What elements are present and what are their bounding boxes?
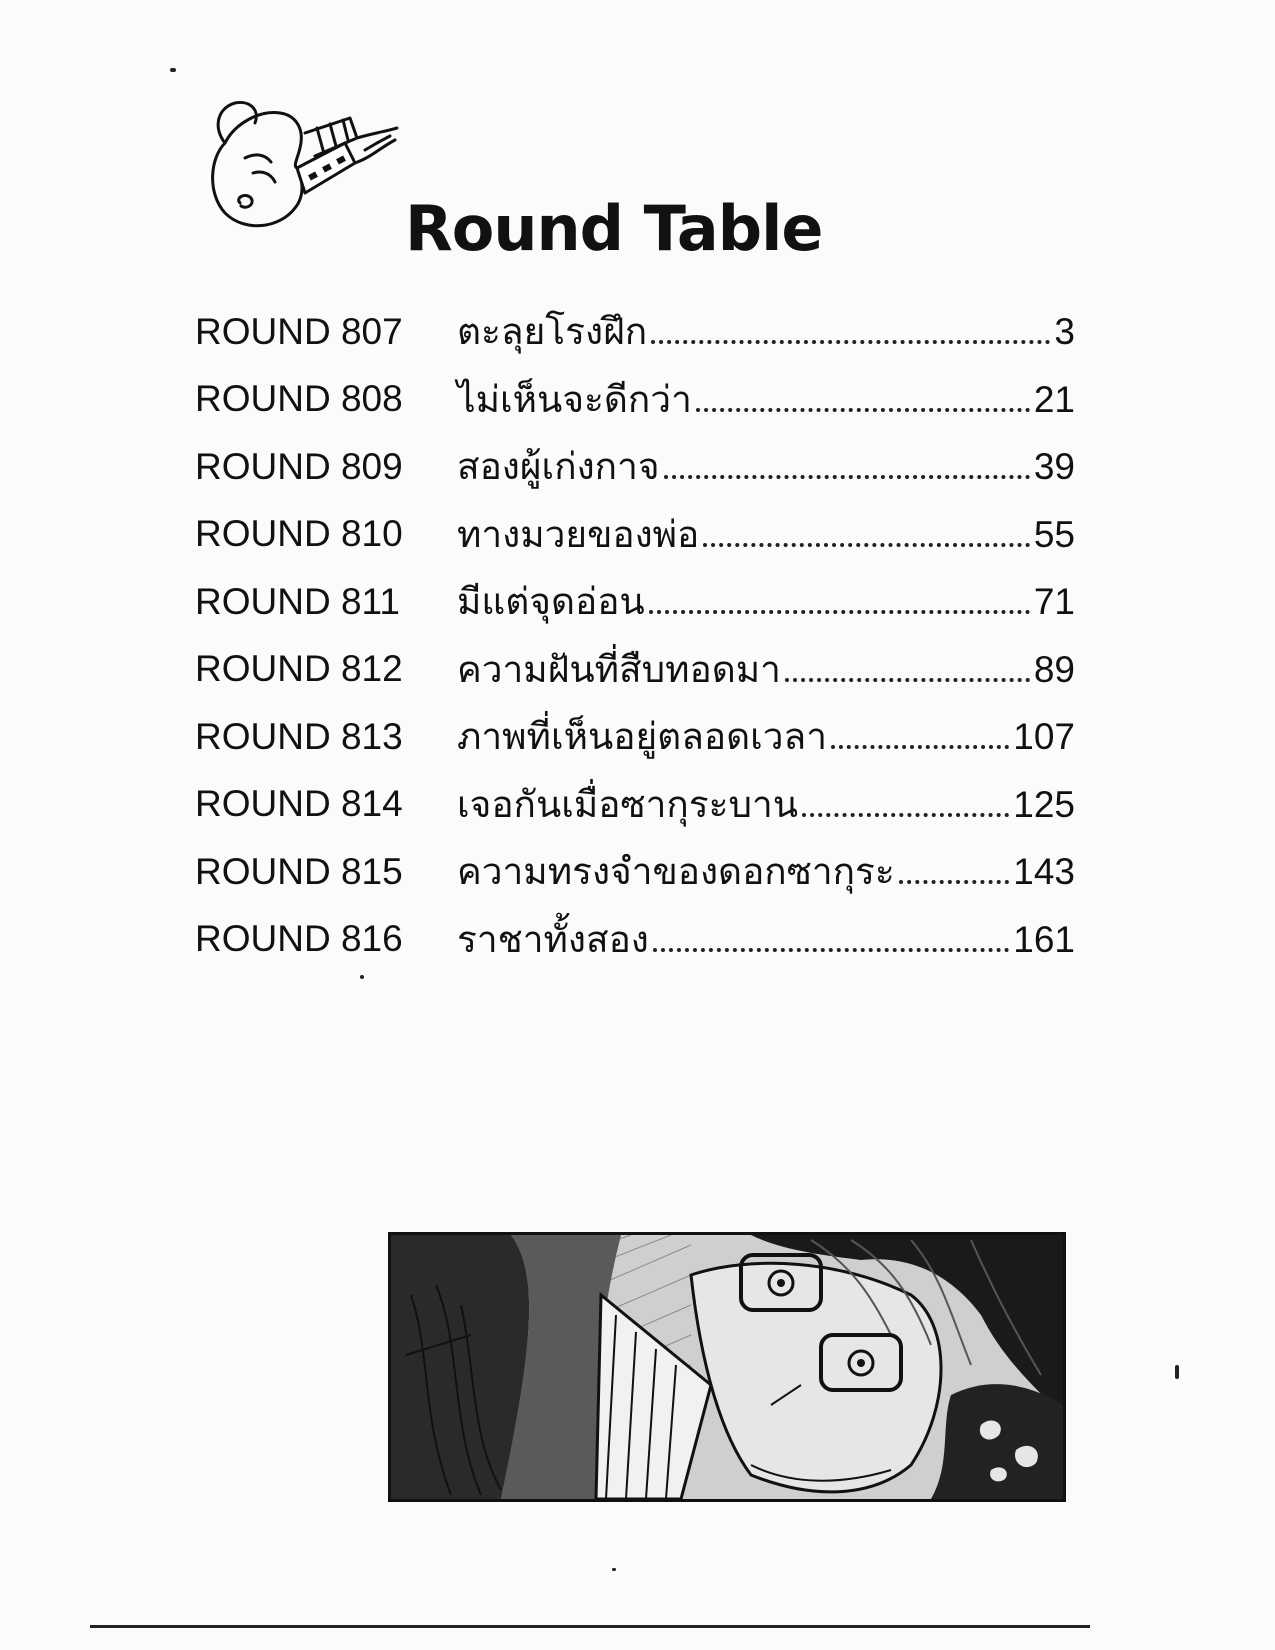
dot-leader [703,542,1030,547]
round-label: ROUND 812 [195,648,403,690]
chapter-title: ความฝันที่สืบทอดมา [457,648,781,690]
round-label: ROUND 810 [195,513,403,555]
chapter-entry [457,370,1075,429]
round-label: ROUND 809 [195,445,403,487]
manga-panel-art [391,1235,1063,1499]
chapter-title: ทางมวยของพ่อ [457,513,700,555]
bottom-rule [90,1625,1090,1628]
chapter-title: ตะลุยโรงฝึก [457,311,648,353]
round-label: ROUND 815 [195,850,403,892]
page-number: 55 [1033,513,1075,555]
print-speck [360,975,364,979]
dot-leader [785,677,1030,682]
chapter-title: มีแต่จุดอ่อน [457,581,645,623]
print-speck [612,1568,616,1571]
page-number: 107 [1013,716,1075,758]
chapter-entry [457,842,1075,901]
dot-leader [653,947,1009,952]
chapter-title: สองผู้เก่งกาจ [457,446,660,488]
dot-leader [664,474,1030,479]
chapter-title: ภาพที่เห็นอยู่ตลอดเวลา [457,716,827,758]
chapter-entry [457,707,1075,766]
chapter-entry [457,775,1075,834]
toc-row[interactable] [195,906,1075,974]
chapter-entry [457,302,1075,361]
toc-row[interactable] [195,838,1075,906]
chapter-title: ราชาทั้งสอง [457,918,649,960]
dot-leader [802,812,1009,817]
toc-row[interactable] [195,433,1075,501]
page-title: Round Table [405,192,823,265]
chapter-entry [457,437,1075,496]
toc-row[interactable] [195,636,1075,704]
page-number: 89 [1033,648,1075,690]
page-number: 143 [1013,851,1075,893]
round-label: ROUND 811 [195,580,400,622]
manga-panel-illustration [388,1232,1066,1502]
page-number: 71 [1033,581,1075,623]
print-speck [170,68,176,72]
page-number: 3 [1054,311,1075,353]
chapter-entry [457,505,1075,564]
toc-row[interactable] [195,568,1075,636]
toc-row[interactable] [195,703,1075,771]
chapter-entry [457,910,1075,969]
round-label: ROUND 814 [195,783,403,825]
chapter-entry [457,640,1075,699]
page-number: 161 [1013,918,1075,960]
round-label: ROUND 807 [195,310,403,352]
chapter-entry [457,572,1075,631]
round-label: ROUND 808 [195,378,403,420]
print-speck [1175,1365,1179,1379]
chapter-title: ไม่เห็นจะดีกว่า [457,378,692,420]
round-label: ROUND 813 [195,715,403,757]
dot-leader [899,879,1010,884]
page-number: 21 [1033,378,1075,420]
dot-leader [649,609,1030,614]
toc-row[interactable] [195,298,1075,366]
page-number: 125 [1013,783,1075,825]
toc-row[interactable] [195,366,1075,434]
page-number: 39 [1033,446,1075,488]
dot-leader [651,339,1050,344]
boxing-glove-icon [205,88,405,238]
dot-leader [696,407,1030,412]
dot-leader [831,744,1009,749]
chapter-title: เจอกันเมื่อซากุระบาน [457,783,799,825]
toc-row[interactable] [195,771,1075,839]
round-label: ROUND 816 [195,918,403,960]
table-of-contents [195,298,1075,973]
chapter-title: ความทรงจำของดอกซากุระ [457,851,895,893]
toc-row[interactable] [195,501,1075,569]
